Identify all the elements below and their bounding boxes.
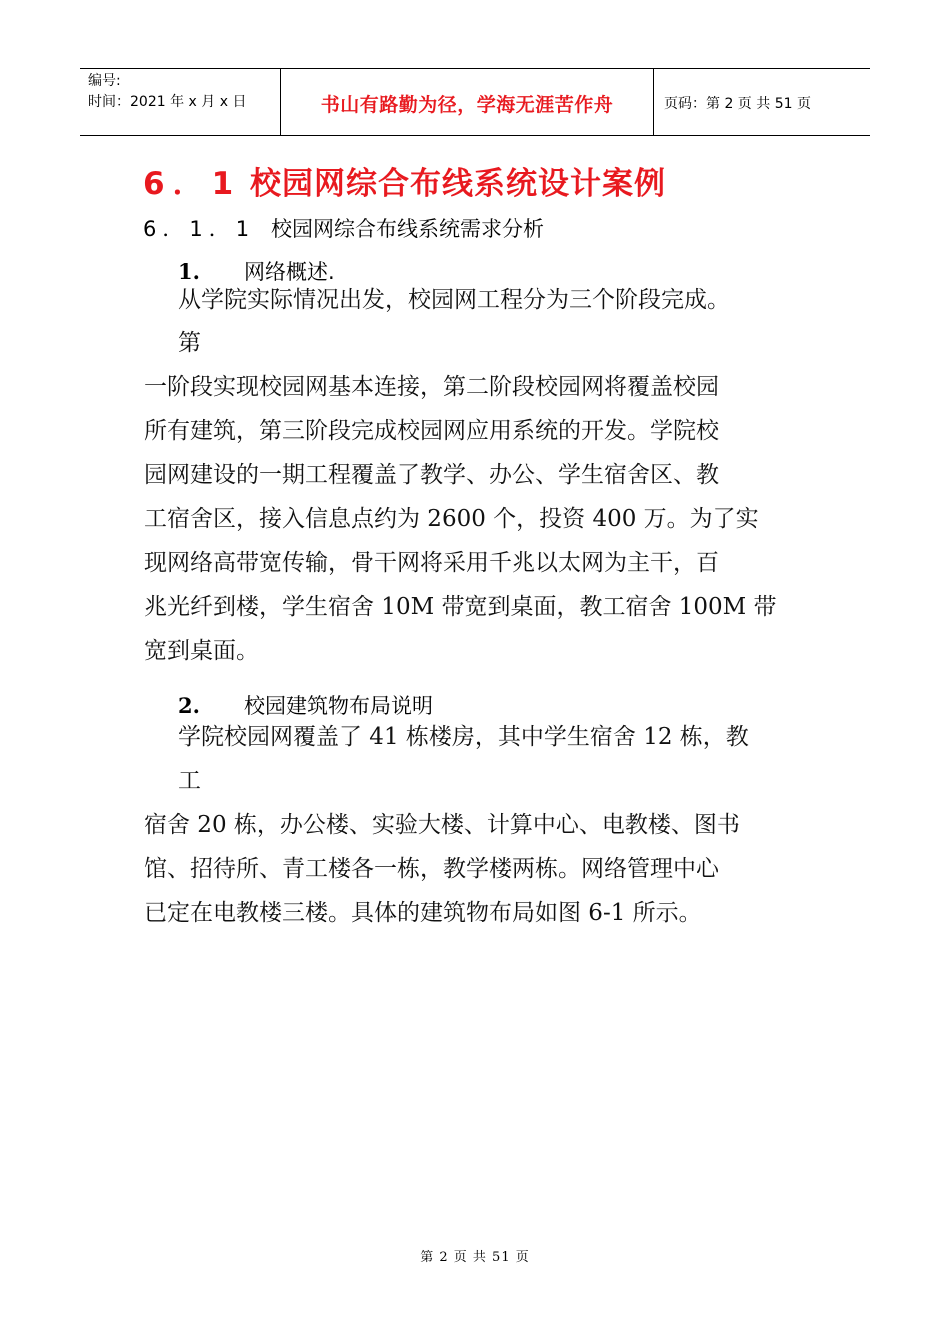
item-number: 2. [178, 693, 200, 718]
document-time-label: 时间：2021 年 x 月 x 日 [88, 94, 247, 110]
subsection-heading [143, 213, 544, 243]
paragraph-line: 宿舍 20 栋，办公楼、实验大楼、计算中心、电教楼、图书 [144, 812, 740, 838]
paragraph-line: 已定在电教楼三楼。具体的建筑物布局如图 6-1 所示。 [144, 900, 702, 926]
paragraph-line: 学院校园网覆盖了 41 栋楼房，其中学生宿舍 12 栋，教 [178, 724, 749, 750]
paragraph-line: 工宿舍区，接入信息点约为 2600 个，投资 400 万。为了实 [144, 506, 759, 532]
paragraph-line: 馆、招待所、青工楼各一栋，教学楼两栋。网络管理中心 [144, 856, 719, 882]
section-number: 6．1 [143, 166, 242, 202]
paragraph-line: 园网建设的一期工程覆盖了教学、办公、学生宿舍区、教 [144, 462, 719, 488]
paragraph-line: 所有建筑，第三阶段完成校园网应用系统的开发。学院校 [144, 418, 719, 444]
header-page-label: 页码：第 2 页 共 51 页 [664, 96, 811, 112]
paragraph-line: 现网络高带宽传输，骨干网将采用千兆以太网为主干，百 [144, 550, 719, 576]
subsection-title: 校园网综合布线系统需求分析 [271, 217, 544, 241]
paragraph-line: 从学院实际情况出发，校园网工程分为三个阶段完成。 [178, 287, 730, 313]
paragraph-line: 工 [178, 768, 201, 794]
section-title: 校园网综合布线系统设计案例 [250, 166, 666, 202]
subsection-number: 6．1．1 [143, 217, 256, 241]
header-motto: 书山有路勤为径，学海无涯苦作舟 [320, 93, 614, 116]
item-title: 网络概述. [244, 260, 335, 284]
item-title: 校园建筑物布局说明 [244, 694, 433, 718]
document-number-label: 编号: [88, 73, 121, 89]
item-number: 1. [178, 259, 200, 284]
header-page-cell [654, 69, 870, 135]
page-footer: 第 2 页 共 51 页 [420, 1250, 530, 1265]
header-motto-cell [281, 69, 654, 135]
paragraph-line: 宽到桌面。 [144, 638, 259, 664]
paragraph-line: 一阶段实现校园网基本连接，第二阶段校园网将覆盖校园 [144, 374, 719, 400]
section-heading [143, 158, 666, 203]
paragraph-line: 第 [178, 330, 201, 356]
page-header-table [80, 68, 870, 136]
paragraph-line: 兆光纤到楼，学生宿舍 10M 带宽到桌面，教工宿舍 100M 带 [144, 594, 777, 620]
header-meta-cell [80, 69, 281, 135]
